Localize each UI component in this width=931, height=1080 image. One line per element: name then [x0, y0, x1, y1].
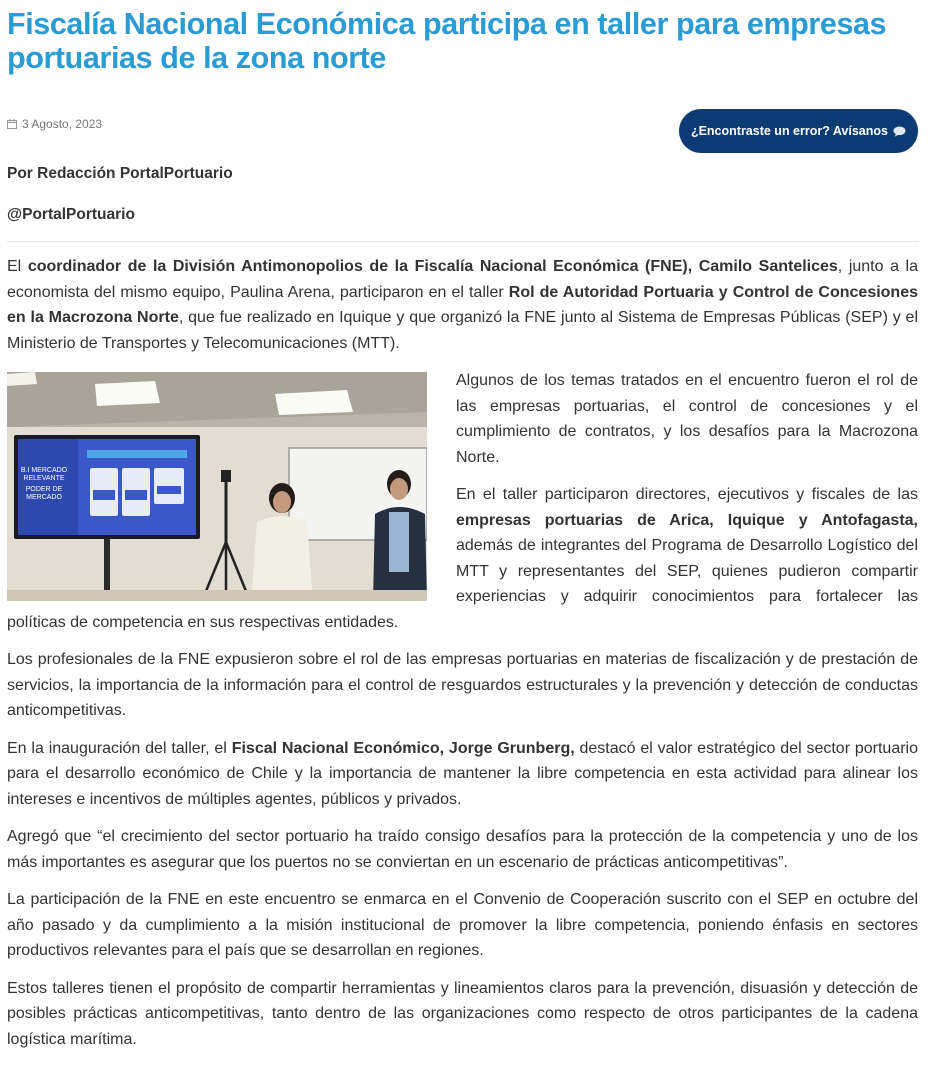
screen-text-1: B.I MERCADO [20, 467, 68, 474]
author-handle[interactable]: @PortalPortuario [7, 206, 135, 223]
p5-bold-1: Fiscal Nacional Económico, Jorge Grunberg, [231, 739, 575, 757]
p1-bold-1: coordinador de la División Antimonopolios de la Fiscalía Nacional Económica (FNE), Camilo Santelices [27, 258, 838, 275]
article-author: Por Redacción PortalPortuario [7, 165, 233, 182]
p3-text-1: En el taller participaron directores, ejecutivos y fiscales de las [456, 486, 918, 503]
p1-text-2: , junto a la economista del mismo equipo, Paulina Arena, participaron en el taller [7, 258, 919, 301]
date-text: 3 Agosto, 2023 [22, 117, 103, 131]
screen-text-4: MERCADO [26, 494, 62, 501]
p1-text-1: El [7, 258, 28, 275]
paragraph-1 [7, 254, 918, 356]
article-photo [7, 372, 427, 601]
report-error-label: ¿Encontraste un error? Avísanos [690, 124, 888, 138]
speech-bubble-icon [893, 126, 906, 137]
paragraph-8: Estos talleres tienen el propósito de compartir herramientas y lineamientos claros para la prevención, disuasión y detección de posibles prácticas anticompetitivas, tanto dentro de las organizaciones como respecto de otros participantes de la cadena logística marítima. [7, 979, 918, 1048]
p1-text-3: , que fue realizado en Iquique y que organizó la FNE junto al Sistema de Empresas Públicas (SEP) y el Ministerio de Transportes y Telecomunicaciones (MTT). [7, 309, 919, 352]
p5-text-1: En la inauguración del taller, el [7, 739, 232, 757]
workshop-photo-illustration [7, 372, 427, 601]
article-title: Fiscalía Nacional Económica participa en taller para empresas portuarias de la zona norte [7, 7, 887, 75]
paragraph-6: Agregó que “el crecimiento del sector portuario ha traído consigo desafíos para la protección de la competencia y uno de los más importantes es asegurar que los puertos no se conviertan en un escenario de prácticas anticompetitivas”. [7, 828, 918, 871]
paragraph-2: Algunos de los temas tratados en el encuentro fueron el rol de las empresas portuarias, el control de concesiones y el cumplimiento de contratos, y los desafíos para la Macrozona Norte. [456, 372, 918, 466]
p1-bold-2: Rol de Autoridad Portuaria y Control de Concesiones en la Macrozona Norte [7, 283, 919, 326]
p3-bold-1: empresas portuarias de Arica, Iquique y Antofagasta, [456, 511, 918, 529]
p3-text-2: además de integrantes del Programa de Desarrollo Logístico del MTT y representantes del SEP, quienes pudieron compartir experiencias y adquirir conocimientos para fortalecer las políticas de competencia en sus respectivas entidades. [7, 537, 918, 631]
article-body [7, 254, 918, 1052]
article-meta [7, 109, 918, 159]
article-date [7, 117, 102, 131]
report-error-button[interactable] [679, 109, 918, 153]
screen-text-2: RELEVANTE [23, 475, 65, 482]
divider [7, 241, 918, 242]
p5-text-2: destacó el valor estratégico del sector portuario para el desarrollo económico de Chile y la importancia de mantener la libre competencia en esta actividad para alinear los intereses e incentivos de múltiples agentes, públicos y privados. [7, 739, 919, 808]
paragraph-5 [7, 736, 918, 813]
calendar-icon [7, 119, 17, 129]
paragraph-7: La participación de la FNE en este encuentro se enmarca en el Convenio de Cooperación suscrito con el SEP en octubre del año pasado y da cumplimiento a la misión institucional de promover la libre competencia, poniendo énfasis en sectores productivos relevantes para el país que se desarrollan en regiones. [7, 891, 918, 959]
paragraph-4: Los profesionales de la FNE expusieron sobre el rol de las empresas portuarias en materias de fiscalización y de prestación de servicios, la importancia de la información para el control de resguardos estructurales y la prevención y detección de conductas anticompetitivas. [7, 651, 918, 719]
screen-text-3: PODER DE [25, 486, 63, 493]
